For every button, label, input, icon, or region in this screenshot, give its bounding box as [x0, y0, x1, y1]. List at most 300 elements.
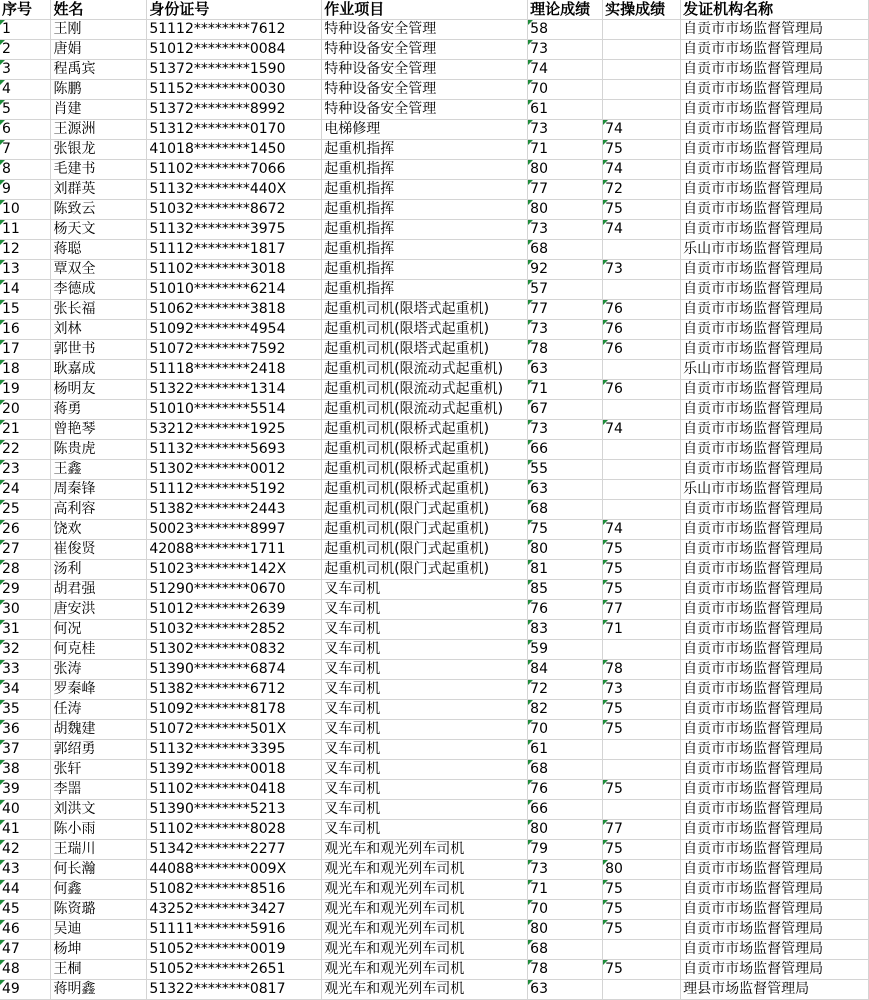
- cell-theory-score[interactable]: 66: [528, 440, 603, 460]
- cell-practical-score[interactable]: [603, 20, 681, 40]
- cell-index[interactable]: 23: [0, 460, 51, 480]
- cell-theory-score[interactable]: 84: [528, 660, 603, 680]
- cell-name[interactable]: 肖建: [51, 100, 147, 120]
- cell-id-number[interactable]: 42088********1711: [147, 540, 322, 560]
- header-cell-work-item[interactable]: 作业项目: [322, 0, 528, 20]
- cell-index[interactable]: 42: [0, 840, 51, 860]
- cell-theory-score[interactable]: 73: [528, 860, 603, 880]
- cell-id-number[interactable]: 51010********5514: [147, 400, 322, 420]
- cell-work-item[interactable]: 起重机司机(限塔式起重机): [322, 300, 528, 320]
- cell-work-item[interactable]: 电梯修理: [322, 120, 528, 140]
- cell-name[interactable]: 何克桂: [51, 640, 147, 660]
- cell-theory-score[interactable]: 73: [528, 40, 603, 60]
- header-cell-issuing-authority[interactable]: 发证机构名称: [681, 0, 869, 20]
- cell-practical-score[interactable]: 74: [603, 220, 681, 240]
- cell-work-item[interactable]: 观光车和观光列车司机: [322, 900, 528, 920]
- cell-id-number[interactable]: 51342********2277: [147, 840, 322, 860]
- cell-id-number[interactable]: 43252********3427: [147, 900, 322, 920]
- cell-index[interactable]: 40: [0, 800, 51, 820]
- cell-name[interactable]: 陈贵虎: [51, 440, 147, 460]
- cell-work-item[interactable]: 起重机司机(限流动式起重机): [322, 380, 528, 400]
- header-cell-practical-score[interactable]: 实操成绩: [603, 0, 681, 20]
- cell-work-item[interactable]: 起重机指挥: [322, 200, 528, 220]
- cell-index[interactable]: 6: [0, 120, 51, 140]
- cell-practical-score[interactable]: [603, 400, 681, 420]
- cell-theory-score[interactable]: 63: [528, 360, 603, 380]
- cell-id-number[interactable]: 51372********1590: [147, 60, 322, 80]
- cell-name[interactable]: 王源洲: [51, 120, 147, 140]
- cell-index[interactable]: 34: [0, 680, 51, 700]
- cell-name[interactable]: 杨坤: [51, 940, 147, 960]
- cell-practical-score[interactable]: 75: [603, 720, 681, 740]
- cell-issuing-authority[interactable]: 自贡市市场监督管理局: [681, 500, 869, 520]
- cell-issuing-authority[interactable]: 自贡市市场监督管理局: [681, 820, 869, 840]
- cell-id-number[interactable]: 51322********0817: [147, 980, 322, 1000]
- cell-work-item[interactable]: 起重机司机(限桥式起重机): [322, 480, 528, 500]
- cell-name[interactable]: 胡君强: [51, 580, 147, 600]
- cell-theory-score[interactable]: 85: [528, 580, 603, 600]
- cell-theory-score[interactable]: 61: [528, 740, 603, 760]
- cell-name[interactable]: 陈小雨: [51, 820, 147, 840]
- cell-name[interactable]: 唐娟: [51, 40, 147, 60]
- cell-work-item[interactable]: 特种设备安全管理: [322, 100, 528, 120]
- header-cell-theory-score[interactable]: 理论成绩: [528, 0, 603, 20]
- cell-work-item[interactable]: 叉车司机: [322, 640, 528, 660]
- cell-practical-score[interactable]: 75: [603, 540, 681, 560]
- cell-issuing-authority[interactable]: 自贡市市场监督管理局: [681, 940, 869, 960]
- cell-practical-score[interactable]: 76: [603, 380, 681, 400]
- cell-id-number[interactable]: 41018********1450: [147, 140, 322, 160]
- cell-name[interactable]: 刘洪文: [51, 800, 147, 820]
- cell-theory-score[interactable]: 83: [528, 620, 603, 640]
- cell-id-number[interactable]: 51102********8028: [147, 820, 322, 840]
- cell-name[interactable]: 耿嘉成: [51, 360, 147, 380]
- cell-practical-score[interactable]: 74: [603, 120, 681, 140]
- cell-name[interactable]: 何长瀚: [51, 860, 147, 880]
- cell-issuing-authority[interactable]: 自贡市市场监督管理局: [681, 900, 869, 920]
- cell-id-number[interactable]: 51112********7612: [147, 20, 322, 40]
- cell-name[interactable]: 胡魏建: [51, 720, 147, 740]
- header-cell-name[interactable]: 姓名: [51, 0, 147, 20]
- cell-work-item[interactable]: 叉车司机: [322, 740, 528, 760]
- cell-theory-score[interactable]: 68: [528, 500, 603, 520]
- cell-index[interactable]: 22: [0, 440, 51, 460]
- cell-issuing-authority[interactable]: 自贡市市场监督管理局: [681, 120, 869, 140]
- cell-theory-score[interactable]: 81: [528, 560, 603, 580]
- cell-issuing-authority[interactable]: 自贡市市场监督管理局: [681, 220, 869, 240]
- cell-name[interactable]: 周秦锋: [51, 480, 147, 500]
- cell-practical-score[interactable]: 74: [603, 160, 681, 180]
- cell-work-item[interactable]: 叉车司机: [322, 820, 528, 840]
- cell-index[interactable]: 26: [0, 520, 51, 540]
- cell-name[interactable]: 王刚: [51, 20, 147, 40]
- cell-index[interactable]: 15: [0, 300, 51, 320]
- cell-theory-score[interactable]: 80: [528, 920, 603, 940]
- cell-practical-score[interactable]: 72: [603, 180, 681, 200]
- cell-theory-score[interactable]: 68: [528, 240, 603, 260]
- cell-practical-score[interactable]: [603, 760, 681, 780]
- cell-issuing-authority[interactable]: 自贡市市场监督管理局: [681, 40, 869, 60]
- cell-work-item[interactable]: 观光车和观光列车司机: [322, 860, 528, 880]
- cell-practical-score[interactable]: 71: [603, 620, 681, 640]
- cell-issuing-authority[interactable]: 自贡市市场监督管理局: [681, 80, 869, 100]
- cell-issuing-authority[interactable]: 自贡市市场监督管理局: [681, 660, 869, 680]
- cell-work-item[interactable]: 起重机指挥: [322, 240, 528, 260]
- cell-theory-score[interactable]: 78: [528, 340, 603, 360]
- cell-name[interactable]: 杨天文: [51, 220, 147, 240]
- cell-issuing-authority[interactable]: 自贡市市场监督管理局: [681, 960, 869, 980]
- cell-practical-score[interactable]: 76: [603, 320, 681, 340]
- cell-practical-score[interactable]: 75: [603, 200, 681, 220]
- cell-index[interactable]: 24: [0, 480, 51, 500]
- cell-practical-score[interactable]: 76: [603, 340, 681, 360]
- cell-theory-score[interactable]: 92: [528, 260, 603, 280]
- cell-theory-score[interactable]: 70: [528, 900, 603, 920]
- cell-theory-score[interactable]: 75: [528, 520, 603, 540]
- cell-work-item[interactable]: 观光车和观光列车司机: [322, 940, 528, 960]
- cell-practical-score[interactable]: 75: [603, 960, 681, 980]
- cell-practical-score[interactable]: 75: [603, 840, 681, 860]
- cell-index[interactable]: 10: [0, 200, 51, 220]
- cell-id-number[interactable]: 51322********1314: [147, 380, 322, 400]
- cell-id-number[interactable]: 51112********5192: [147, 480, 322, 500]
- cell-practical-score[interactable]: [603, 460, 681, 480]
- cell-work-item[interactable]: 观光车和观光列车司机: [322, 960, 528, 980]
- cell-practical-score[interactable]: [603, 60, 681, 80]
- cell-index[interactable]: 39: [0, 780, 51, 800]
- cell-id-number[interactable]: 51023********142X: [147, 560, 322, 580]
- cell-name[interactable]: 陈致云: [51, 200, 147, 220]
- cell-id-number[interactable]: 51072********501X: [147, 720, 322, 740]
- cell-theory-score[interactable]: 71: [528, 140, 603, 160]
- cell-id-number[interactable]: 53212********1925: [147, 420, 322, 440]
- cell-work-item[interactable]: 特种设备安全管理: [322, 40, 528, 60]
- cell-name[interactable]: 郭绍勇: [51, 740, 147, 760]
- cell-work-item[interactable]: 起重机指挥: [322, 140, 528, 160]
- cell-id-number[interactable]: 51302********0012: [147, 460, 322, 480]
- cell-theory-score[interactable]: 68: [528, 760, 603, 780]
- cell-id-number[interactable]: 51052********0019: [147, 940, 322, 960]
- cell-index[interactable]: 17: [0, 340, 51, 360]
- cell-practical-score[interactable]: 74: [603, 520, 681, 540]
- cell-index[interactable]: 4: [0, 80, 51, 100]
- cell-theory-score[interactable]: 77: [528, 300, 603, 320]
- cell-issuing-authority[interactable]: 自贡市市场监督管理局: [681, 140, 869, 160]
- cell-theory-score[interactable]: 76: [528, 780, 603, 800]
- cell-work-item[interactable]: 起重机司机(限塔式起重机): [322, 320, 528, 340]
- cell-practical-score[interactable]: 75: [603, 700, 681, 720]
- cell-issuing-authority[interactable]: 自贡市市场监督管理局: [681, 540, 869, 560]
- cell-index[interactable]: 5: [0, 100, 51, 120]
- cell-id-number[interactable]: 51312********0170: [147, 120, 322, 140]
- cell-practical-score[interactable]: [603, 440, 681, 460]
- cell-name[interactable]: 蒋明鑫: [51, 980, 147, 1000]
- cell-name[interactable]: 饶欢: [51, 520, 147, 540]
- cell-practical-score[interactable]: 75: [603, 560, 681, 580]
- cell-id-number[interactable]: 51390********5213: [147, 800, 322, 820]
- cell-issuing-authority[interactable]: 自贡市市场监督管理局: [681, 780, 869, 800]
- cell-issuing-authority[interactable]: 乐山市市场监督管理局: [681, 480, 869, 500]
- cell-theory-score[interactable]: 76: [528, 600, 603, 620]
- cell-work-item[interactable]: 起重机司机(限流动式起重机): [322, 360, 528, 380]
- cell-theory-score[interactable]: 73: [528, 420, 603, 440]
- cell-index[interactable]: 30: [0, 600, 51, 620]
- header-cell-id-number[interactable]: 身份证号: [147, 0, 322, 20]
- cell-theory-score[interactable]: 79: [528, 840, 603, 860]
- cell-name[interactable]: 任涛: [51, 700, 147, 720]
- cell-id-number[interactable]: 51012********0084: [147, 40, 322, 60]
- cell-issuing-authority[interactable]: 乐山市市场监督管理局: [681, 240, 869, 260]
- cell-practical-score[interactable]: 75: [603, 880, 681, 900]
- cell-index[interactable]: 41: [0, 820, 51, 840]
- cell-issuing-authority[interactable]: 自贡市市场监督管理局: [681, 260, 869, 280]
- cell-practical-score[interactable]: [603, 480, 681, 500]
- cell-issuing-authority[interactable]: 自贡市市场监督管理局: [681, 720, 869, 740]
- cell-issuing-authority[interactable]: 自贡市市场监督管理局: [681, 160, 869, 180]
- cell-work-item[interactable]: 起重机司机(限门式起重机): [322, 540, 528, 560]
- cell-name[interactable]: 李德成: [51, 280, 147, 300]
- cell-work-item[interactable]: 起重机司机(限门式起重机): [322, 560, 528, 580]
- cell-issuing-authority[interactable]: 理县市场监督管理局: [681, 980, 869, 1000]
- cell-index[interactable]: 33: [0, 660, 51, 680]
- cell-id-number[interactable]: 51132********3395: [147, 740, 322, 760]
- cell-practical-score[interactable]: [603, 740, 681, 760]
- cell-theory-score[interactable]: 80: [528, 200, 603, 220]
- cell-theory-score[interactable]: 55: [528, 460, 603, 480]
- cell-work-item[interactable]: 起重机指挥: [322, 260, 528, 280]
- cell-practical-score[interactable]: [603, 360, 681, 380]
- cell-issuing-authority[interactable]: 自贡市市场监督管理局: [681, 800, 869, 820]
- cell-name[interactable]: 刘林: [51, 320, 147, 340]
- cell-id-number[interactable]: 51052********2651: [147, 960, 322, 980]
- cell-name[interactable]: 郭世书: [51, 340, 147, 360]
- cell-name[interactable]: 陈资璐: [51, 900, 147, 920]
- cell-name[interactable]: 吴迪: [51, 920, 147, 940]
- cell-name[interactable]: 何况: [51, 620, 147, 640]
- cell-work-item[interactable]: 起重机司机(限桥式起重机): [322, 440, 528, 460]
- cell-theory-score[interactable]: 70: [528, 80, 603, 100]
- cell-id-number[interactable]: 51012********2639: [147, 600, 322, 620]
- cell-issuing-authority[interactable]: 自贡市市场监督管理局: [681, 340, 869, 360]
- cell-issuing-authority[interactable]: 自贡市市场监督管理局: [681, 420, 869, 440]
- cell-id-number[interactable]: 51302********0832: [147, 640, 322, 660]
- cell-issuing-authority[interactable]: 乐山市市场监督管理局: [681, 360, 869, 380]
- cell-index[interactable]: 12: [0, 240, 51, 260]
- cell-id-number[interactable]: 51072********7592: [147, 340, 322, 360]
- cell-id-number[interactable]: 51010********6214: [147, 280, 322, 300]
- cell-practical-score[interactable]: 75: [603, 920, 681, 940]
- cell-index[interactable]: 37: [0, 740, 51, 760]
- cell-theory-score[interactable]: 71: [528, 380, 603, 400]
- cell-issuing-authority[interactable]: 自贡市市场监督管理局: [681, 920, 869, 940]
- cell-name[interactable]: 蒋勇: [51, 400, 147, 420]
- cell-name[interactable]: 曾艳琴: [51, 420, 147, 440]
- cell-work-item[interactable]: 叉车司机: [322, 720, 528, 740]
- cell-work-item[interactable]: 起重机指挥: [322, 220, 528, 240]
- cell-index[interactable]: 16: [0, 320, 51, 340]
- cell-index[interactable]: 36: [0, 720, 51, 740]
- cell-index[interactable]: 47: [0, 940, 51, 960]
- cell-name[interactable]: 罗秦峰: [51, 680, 147, 700]
- cell-id-number[interactable]: 50023********8997: [147, 520, 322, 540]
- cell-work-item[interactable]: 起重机司机(限桥式起重机): [322, 460, 528, 480]
- cell-theory-score[interactable]: 59: [528, 640, 603, 660]
- cell-id-number[interactable]: 51102********7066: [147, 160, 322, 180]
- cell-name[interactable]: 张银龙: [51, 140, 147, 160]
- cell-index[interactable]: 7: [0, 140, 51, 160]
- cell-issuing-authority[interactable]: 自贡市市场监督管理局: [681, 560, 869, 580]
- cell-index[interactable]: 43: [0, 860, 51, 880]
- cell-id-number[interactable]: 51092********4954: [147, 320, 322, 340]
- cell-work-item[interactable]: 叉车司机: [322, 600, 528, 620]
- cell-name[interactable]: 张轩: [51, 760, 147, 780]
- cell-name[interactable]: 唐安洪: [51, 600, 147, 620]
- cell-practical-score[interactable]: 75: [603, 900, 681, 920]
- cell-issuing-authority[interactable]: 自贡市市场监督管理局: [681, 280, 869, 300]
- cell-work-item[interactable]: 叉车司机: [322, 620, 528, 640]
- cell-practical-score[interactable]: [603, 500, 681, 520]
- cell-id-number[interactable]: 51032********8672: [147, 200, 322, 220]
- cell-theory-score[interactable]: 82: [528, 700, 603, 720]
- cell-issuing-authority[interactable]: 自贡市市场监督管理局: [681, 620, 869, 640]
- cell-work-item[interactable]: 叉车司机: [322, 760, 528, 780]
- cell-index[interactable]: 20: [0, 400, 51, 420]
- cell-index[interactable]: 35: [0, 700, 51, 720]
- cell-id-number[interactable]: 51118********2418: [147, 360, 322, 380]
- cell-index[interactable]: 49: [0, 980, 51, 1000]
- cell-id-number[interactable]: 51111********5916: [147, 920, 322, 940]
- cell-index[interactable]: 29: [0, 580, 51, 600]
- cell-practical-score[interactable]: 75: [603, 580, 681, 600]
- cell-theory-score[interactable]: 61: [528, 100, 603, 120]
- cell-issuing-authority[interactable]: 自贡市市场监督管理局: [681, 700, 869, 720]
- cell-work-item[interactable]: 叉车司机: [322, 580, 528, 600]
- cell-theory-score[interactable]: 63: [528, 980, 603, 1000]
- cell-index[interactable]: 25: [0, 500, 51, 520]
- cell-practical-score[interactable]: [603, 240, 681, 260]
- cell-id-number[interactable]: 51032********2852: [147, 620, 322, 640]
- cell-work-item[interactable]: 起重机指挥: [322, 180, 528, 200]
- cell-index[interactable]: 11: [0, 220, 51, 240]
- cell-theory-score[interactable]: 68: [528, 940, 603, 960]
- cell-work-item[interactable]: 起重机司机(限塔式起重机): [322, 340, 528, 360]
- header-cell-index[interactable]: 序号: [0, 0, 51, 20]
- cell-practical-score[interactable]: 74: [603, 420, 681, 440]
- cell-id-number[interactable]: 51062********3818: [147, 300, 322, 320]
- cell-issuing-authority[interactable]: 自贡市市场监督管理局: [681, 320, 869, 340]
- cell-theory-score[interactable]: 71: [528, 880, 603, 900]
- cell-issuing-authority[interactable]: 自贡市市场监督管理局: [681, 880, 869, 900]
- cell-id-number[interactable]: 51092********8178: [147, 700, 322, 720]
- cell-theory-score[interactable]: 80: [528, 540, 603, 560]
- cell-issuing-authority[interactable]: 自贡市市场监督管理局: [681, 180, 869, 200]
- cell-name[interactable]: 张涛: [51, 660, 147, 680]
- cell-id-number[interactable]: 51102********3018: [147, 260, 322, 280]
- cell-id-number[interactable]: 51390********6874: [147, 660, 322, 680]
- cell-practical-score[interactable]: [603, 40, 681, 60]
- cell-theory-score[interactable]: 72: [528, 680, 603, 700]
- cell-name[interactable]: 高利容: [51, 500, 147, 520]
- cell-index[interactable]: 9: [0, 180, 51, 200]
- cell-theory-score[interactable]: 66: [528, 800, 603, 820]
- cell-id-number[interactable]: 51290********0670: [147, 580, 322, 600]
- cell-practical-score[interactable]: [603, 800, 681, 820]
- cell-index[interactable]: 38: [0, 760, 51, 780]
- cell-name[interactable]: 程禹宾: [51, 60, 147, 80]
- cell-issuing-authority[interactable]: 自贡市市场监督管理局: [681, 20, 869, 40]
- cell-issuing-authority[interactable]: 自贡市市场监督管理局: [681, 760, 869, 780]
- cell-work-item[interactable]: 起重机司机(限门式起重机): [322, 520, 528, 540]
- cell-issuing-authority[interactable]: 自贡市市场监督管理局: [681, 600, 869, 620]
- cell-theory-score[interactable]: 73: [528, 320, 603, 340]
- cell-issuing-authority[interactable]: 自贡市市场监督管理局: [681, 440, 869, 460]
- cell-id-number[interactable]: 51132********5693: [147, 440, 322, 460]
- cell-theory-score[interactable]: 73: [528, 120, 603, 140]
- cell-index[interactable]: 45: [0, 900, 51, 920]
- cell-issuing-authority[interactable]: 自贡市市场监督管理局: [681, 860, 869, 880]
- cell-name[interactable]: 刘群英: [51, 180, 147, 200]
- cell-index[interactable]: 21: [0, 420, 51, 440]
- cell-practical-score[interactable]: [603, 280, 681, 300]
- cell-issuing-authority[interactable]: 自贡市市场监督管理局: [681, 460, 869, 480]
- cell-practical-score[interactable]: [603, 640, 681, 660]
- cell-id-number[interactable]: 51112********1817: [147, 240, 322, 260]
- cell-id-number[interactable]: 51372********8992: [147, 100, 322, 120]
- cell-index[interactable]: 48: [0, 960, 51, 980]
- cell-id-number[interactable]: 51102********0418: [147, 780, 322, 800]
- cell-id-number[interactable]: 44088********009X: [147, 860, 322, 880]
- cell-name[interactable]: 崔俊贤: [51, 540, 147, 560]
- cell-id-number[interactable]: 51152********0030: [147, 80, 322, 100]
- cell-theory-score[interactable]: 63: [528, 480, 603, 500]
- cell-issuing-authority[interactable]: 自贡市市场监督管理局: [681, 520, 869, 540]
- cell-work-item[interactable]: 起重机指挥: [322, 280, 528, 300]
- cell-theory-score[interactable]: 78: [528, 960, 603, 980]
- cell-issuing-authority[interactable]: 自贡市市场监督管理局: [681, 400, 869, 420]
- cell-index[interactable]: 3: [0, 60, 51, 80]
- cell-practical-score[interactable]: 77: [603, 820, 681, 840]
- cell-name[interactable]: 王鑫: [51, 460, 147, 480]
- cell-practical-score[interactable]: 73: [603, 260, 681, 280]
- cell-work-item[interactable]: 起重机司机(限门式起重机): [322, 500, 528, 520]
- cell-index[interactable]: 44: [0, 880, 51, 900]
- cell-work-item[interactable]: 起重机指挥: [322, 160, 528, 180]
- cell-practical-score[interactable]: [603, 940, 681, 960]
- cell-theory-score[interactable]: 58: [528, 20, 603, 40]
- cell-practical-score[interactable]: 75: [603, 140, 681, 160]
- cell-name[interactable]: 蒋聪: [51, 240, 147, 260]
- cell-issuing-authority[interactable]: 自贡市市场监督管理局: [681, 740, 869, 760]
- cell-name[interactable]: 李噐: [51, 780, 147, 800]
- cell-issuing-authority[interactable]: 自贡市市场监督管理局: [681, 300, 869, 320]
- cell-issuing-authority[interactable]: 自贡市市场监督管理局: [681, 380, 869, 400]
- cell-id-number[interactable]: 51132********3975: [147, 220, 322, 240]
- cell-index[interactable]: 2: [0, 40, 51, 60]
- cell-name[interactable]: 王瑞川: [51, 840, 147, 860]
- cell-issuing-authority[interactable]: 自贡市市场监督管理局: [681, 680, 869, 700]
- cell-index[interactable]: 18: [0, 360, 51, 380]
- cell-index[interactable]: 13: [0, 260, 51, 280]
- cell-practical-score[interactable]: 80: [603, 860, 681, 880]
- cell-name[interactable]: 汤利: [51, 560, 147, 580]
- cell-work-item[interactable]: 起重机司机(限流动式起重机): [322, 400, 528, 420]
- cell-index[interactable]: 8: [0, 160, 51, 180]
- cell-id-number[interactable]: 51082********8516: [147, 880, 322, 900]
- cell-practical-score[interactable]: 75: [603, 780, 681, 800]
- cell-issuing-authority[interactable]: 自贡市市场监督管理局: [681, 840, 869, 860]
- cell-practical-score[interactable]: 77: [603, 600, 681, 620]
- cell-index[interactable]: 31: [0, 620, 51, 640]
